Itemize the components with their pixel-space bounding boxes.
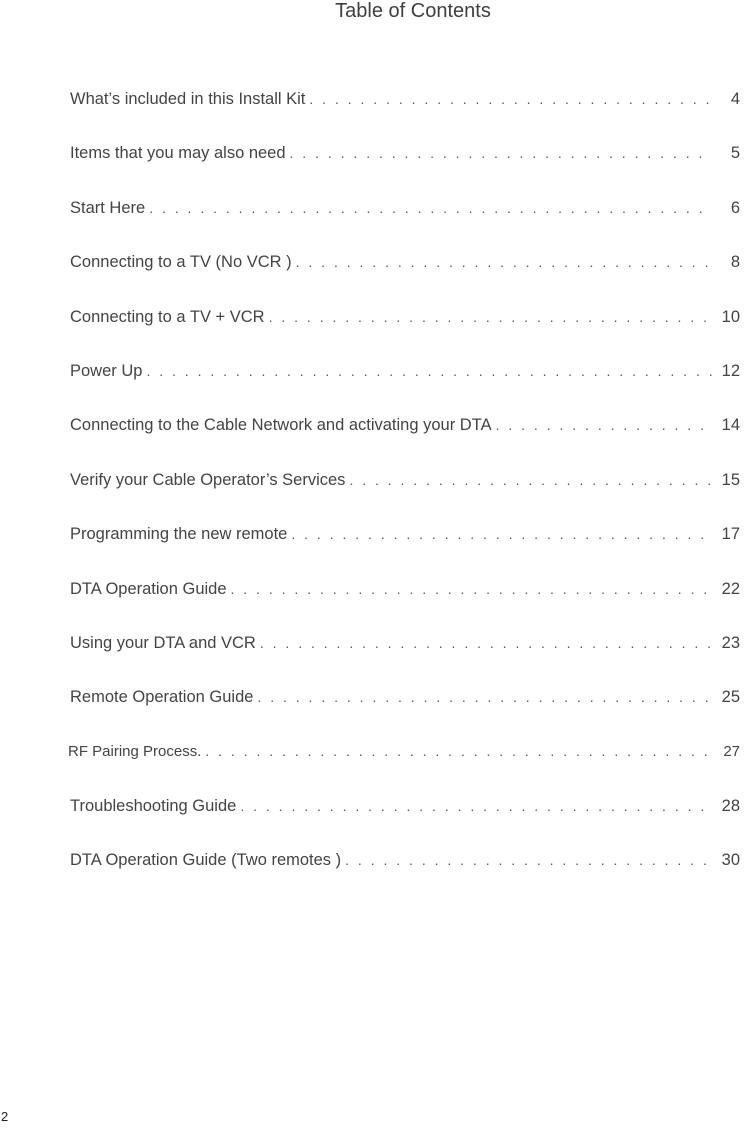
toc-page-number: 6 — [730, 198, 740, 217]
dot-leader — [205, 743, 712, 759]
toc-page-number: 4 — [730, 90, 740, 108]
toc-entry — [70, 308, 740, 362]
table-of-contents — [70, 90, 740, 906]
toc-entry — [70, 199, 740, 253]
toc-entry — [70, 851, 740, 905]
dot-leader — [257, 689, 712, 705]
toc-entry-title: RF Pairing Process. — [68, 742, 202, 760]
dot-leader — [345, 852, 712, 868]
dot-leader — [260, 635, 712, 651]
toc-page-number: 15 — [721, 470, 740, 489]
toc-entry-title: Connecting to a TV + VCR — [70, 307, 265, 326]
toc-entry — [70, 416, 740, 470]
toc-entry-title: Verify your Cable Operator’s Services — [70, 470, 346, 489]
dot-leader — [240, 798, 712, 814]
dot-leader — [149, 200, 712, 216]
toc-entry-title: DTA Operation Guide — [70, 579, 227, 598]
toc-entry-title: Connecting to the Cable Network and activating your DTA — [70, 416, 492, 435]
dot-leader — [290, 145, 712, 161]
toc-entry — [70, 525, 740, 579]
toc-page-number: 10 — [721, 307, 740, 326]
toc-entry-title: Using your DTA and VCR — [70, 633, 256, 652]
toc-entry — [70, 253, 740, 307]
toc-entry — [68, 743, 740, 797]
toc-entry-title: DTA Operation Guide (Two remotes ) — [70, 851, 342, 870]
toc-entry — [70, 471, 740, 525]
dot-leader — [269, 309, 712, 325]
dot-leader — [296, 254, 712, 270]
toc-page-number: 28 — [721, 797, 740, 816]
dot-leader — [309, 91, 712, 107]
toc-page-number: 17 — [721, 525, 740, 544]
toc-entry-title: Troubleshooting Guide — [70, 797, 237, 816]
toc-page-number: 30 — [721, 851, 740, 870]
toc-entry-title: Items that you may also need — [70, 144, 286, 163]
toc-entry-title: Power Up — [70, 361, 143, 380]
toc-page-number: 25 — [721, 688, 740, 707]
toc-page-number: 12 — [721, 361, 740, 380]
toc-entry — [70, 634, 740, 688]
toc-page-number: 8 — [730, 253, 740, 272]
toc-entry — [70, 688, 740, 742]
toc-entry-title: Start Here — [70, 198, 146, 217]
dot-leader — [146, 363, 712, 379]
toc-entry-title: Programming the new remote — [70, 525, 288, 544]
toc-entry — [70, 362, 740, 416]
toc-entry-title: Remote Operation Guide — [70, 688, 254, 707]
toc-entry — [70, 797, 740, 851]
toc-entry-title: Connecting to a TV (No VCR ) — [70, 253, 292, 272]
toc-entry — [70, 580, 740, 634]
toc-entry — [70, 90, 740, 144]
toc-page-number: 5 — [730, 144, 740, 163]
dot-leader — [291, 526, 712, 542]
toc-page-number: 27 — [723, 742, 740, 760]
toc-entry-title: What’s included in this Install Kit — [70, 90, 306, 108]
toc-entry — [70, 144, 740, 198]
dot-leader — [231, 581, 712, 597]
toc-page-number: 23 — [721, 633, 740, 652]
toc-page-number: 22 — [721, 579, 740, 598]
dot-leader — [349, 472, 712, 488]
page-number: 2 — [1, 1109, 9, 1124]
toc-page-number: 14 — [721, 416, 740, 435]
page-title: Table of Contents — [335, 0, 491, 22]
dot-leader — [496, 417, 712, 433]
